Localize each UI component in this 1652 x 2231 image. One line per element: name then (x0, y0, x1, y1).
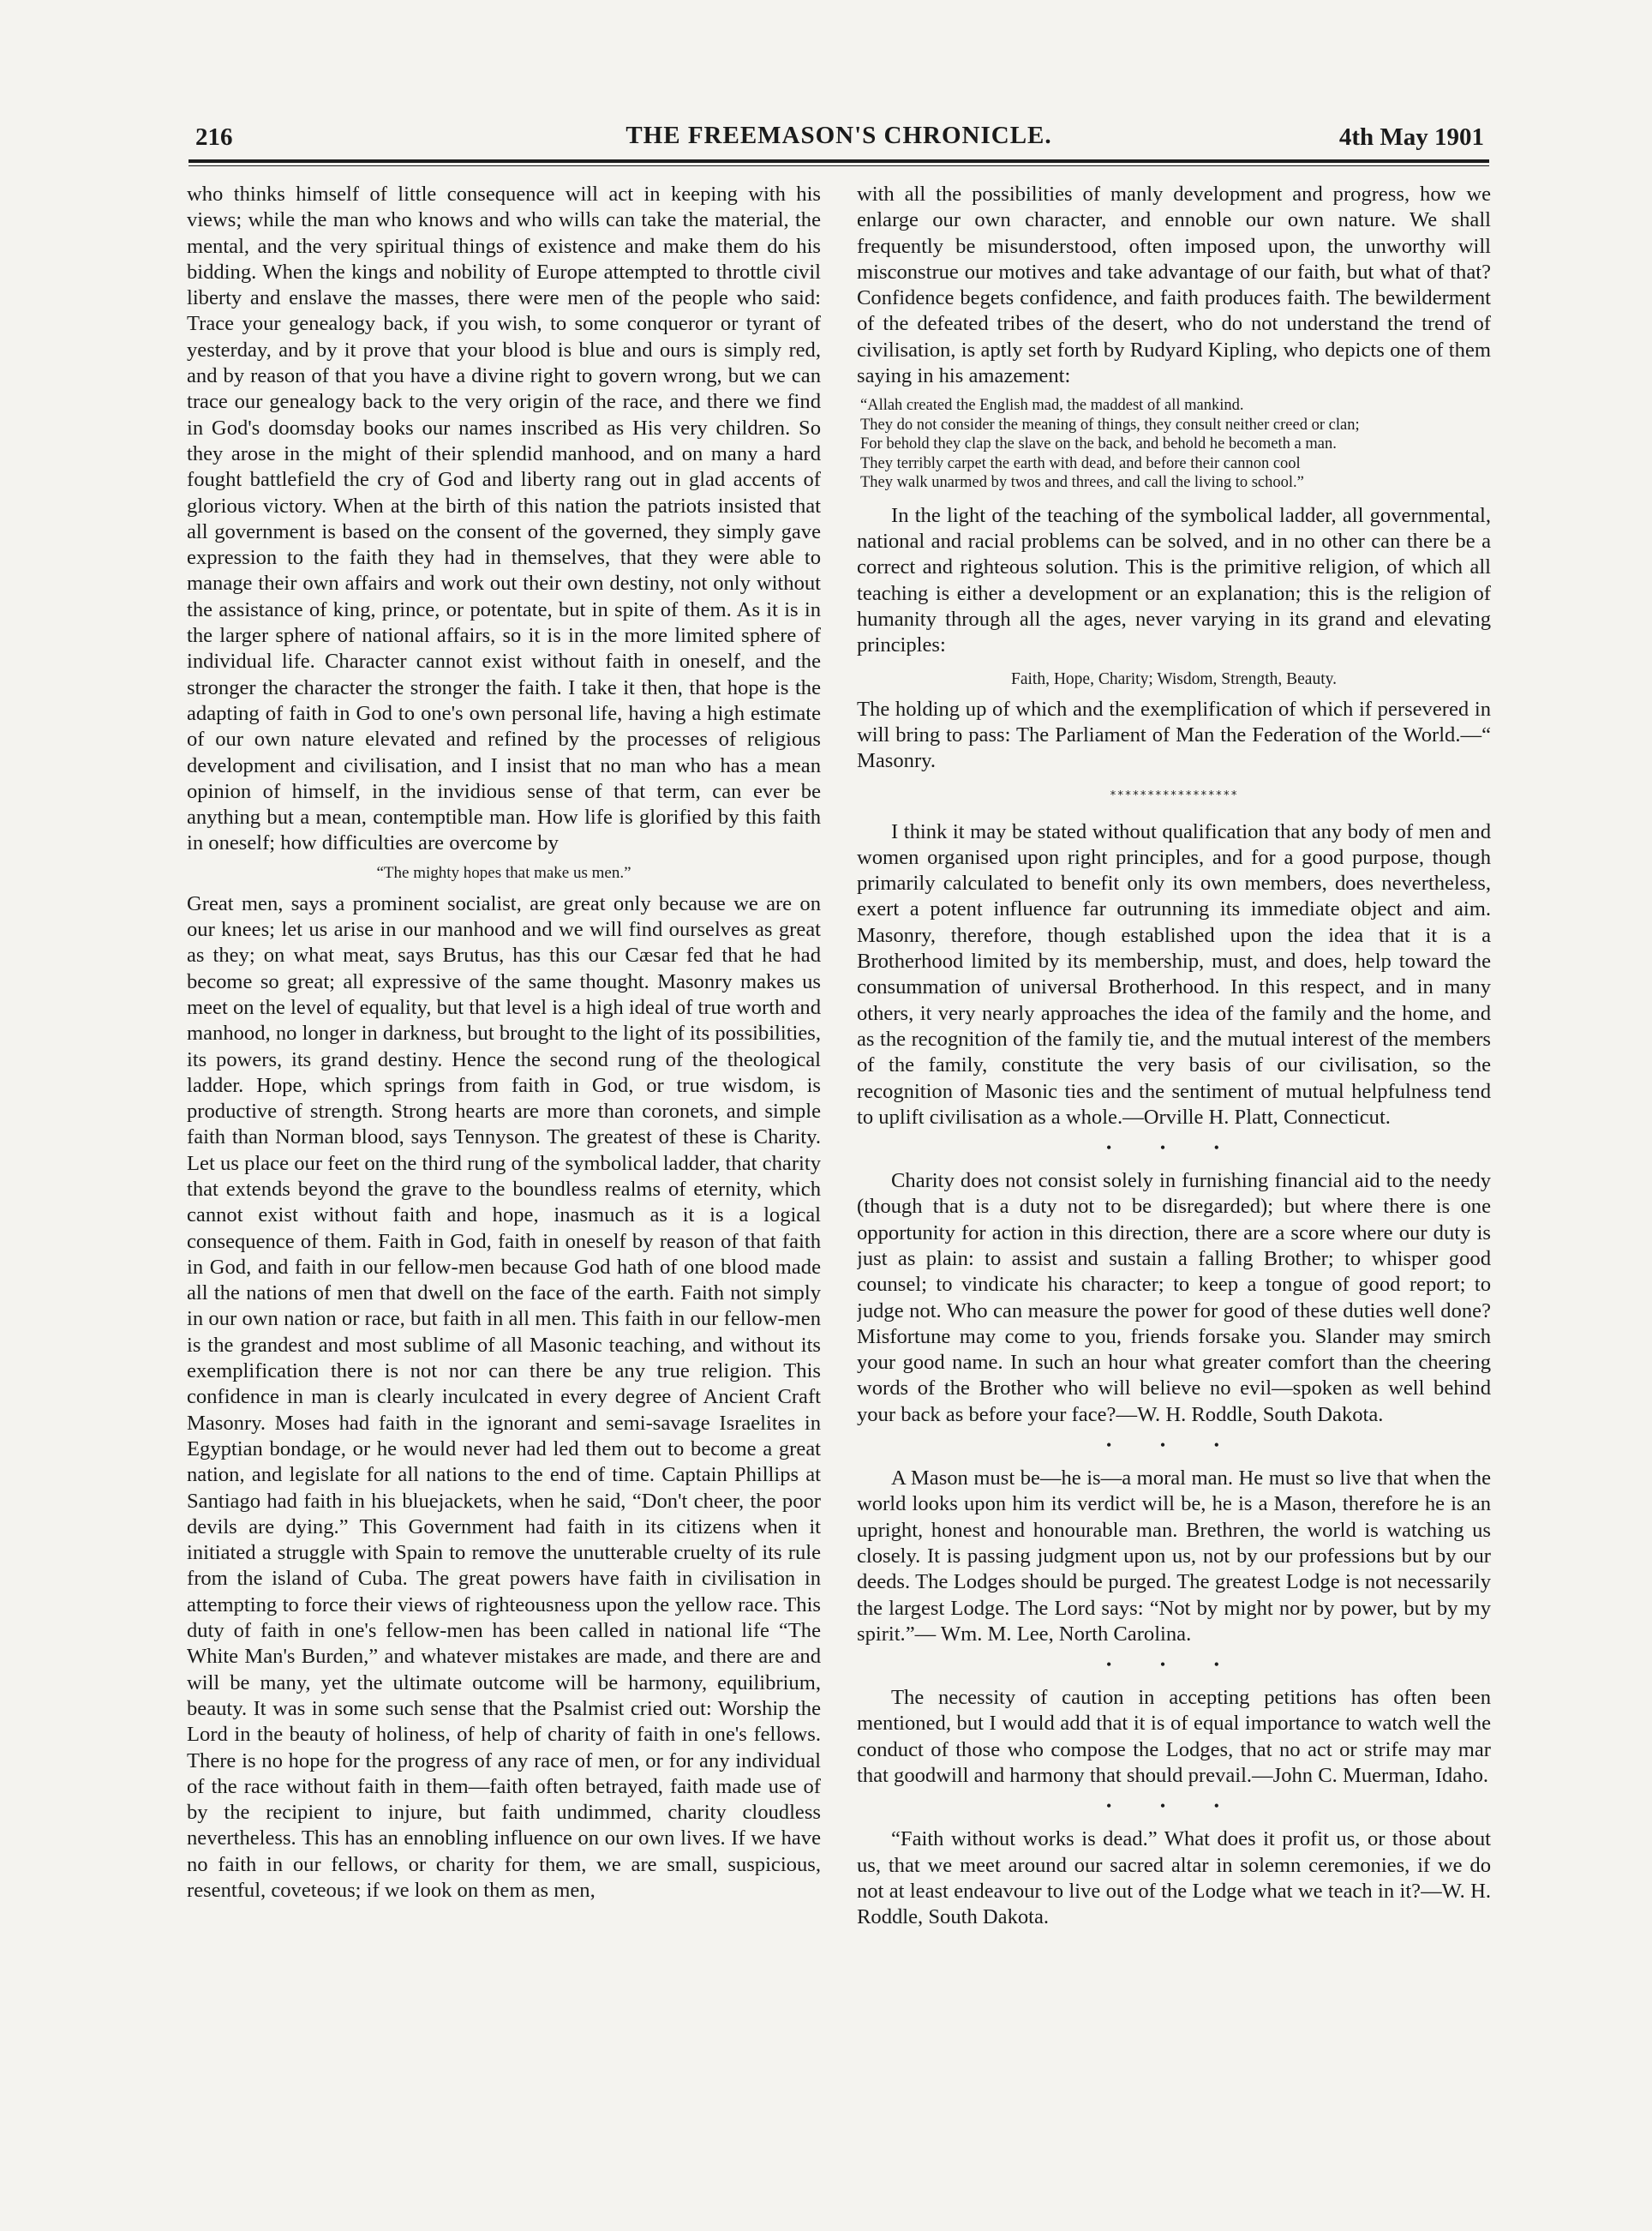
poem-line: For behold they clap the slave on the back, and behold he becometh a man. (860, 435, 1337, 453)
section-divider-dots: • • • (1106, 1656, 1242, 1674)
article-paragraph: I think it may be stated without qualification that any body of men and women organised upon right principles, and for a good purpose, though primarily calculated to benefit only its own members, does nevertheless, exert a potent influence far outrunning its immediate object and aim. Masonry, therefore, though established upon the idea that it is a Brotherhood limited by its membership, must, and does, help toward the consummation of universal Brotherhood. In this respect, and in many others, it very nearly approaches the idea of the family and the home, and as the recognition of the family tie, and the mutual interest of the members of the family, constitute the very basis of our civilisation, so the recognition of Masonic ties and the sentiment of mutual helpfulness tend to uplift civilisation as a whole.—Orville H. Platt, Connecticut. (857, 819, 1491, 1129)
article-paragraph: “Faith without works is dead.” What does it profit us, or those about us, that we meet around our sacred altar in solemn ceremonies, if we do not at least endeavour to live out of the Lodge what we teach in it?—W. H. Roddle, South Dakota. (857, 1827, 1491, 1929)
article-paragraph: The holding up of which and the exemplification of which if persevered in will bring to pass: The Parliament of Man the Federation of the World.—“ Masonry. (857, 697, 1491, 773)
right-column (857, 182, 1491, 2144)
article-paragraph: A Mason must be—he is—a moral man. He must so live that when the world looks upon him its verdict will be, he is a Mason, therefore he is an upright, honest and honourable man. Brethren, the world is watching us closely. It is passing judgment upon us, not by our professions but by our deeds. The Lodges should be purged. The greatest Lodge is not necessarily the largest Lodge. The Lord says: “Not by might nor by power, but by my spirit.”— Wm. M. Lee, North Carolina. (857, 1466, 1491, 1646)
header-rule-thin (189, 165, 1489, 166)
page-number: 216 (195, 123, 233, 151)
poem-line: They terribly carpet the earth with dead, and before their cannon cool (860, 454, 1301, 472)
poem-line: They walk unarmed by twos and threes, and call the living to school.” (860, 474, 1304, 492)
article-paragraph: with all the possibilities of manly development and progress, how we enlarge our own character, and ennoble our own nature. We shall frequently be misunderstood, often imposed upon, the unworthy will misconstrue our motives and take advantage of our faith, but what of that? Confidence begets confidence, and faith produces faith. The bewilderment of the defeated tribes of the desert, who do not understand the trend of civilisation, is aptly set forth by Rudyard Kipling, who depicts one of them saying in his amazement: (857, 183, 1491, 388)
header-rule-thick (189, 159, 1489, 163)
poem-line: They do not consider the meaning of things, they consult neither creed or clan; (860, 416, 1360, 434)
article-paragraph: Great men, says a prominent socialist, are great only because we are on our knees; let us arise in our manhood and we will find ourselves as great as they; on what meat, says Brutus, has this our Cæsar fed that he had become so great; all expressive of the same thought. Masonry makes us meet on the level of equality, but that level is a high ideal of true worth and manhood, no longer in darkness, but brought to the light of its possibilities, its powers, its grand destiny. Hence the second rung of the theological ladder. Hope, which springs from faith in God, or true wisdom, is productive of strength. Strong hearts are more than coronets, and simple faith than Norman blood, says Tennyson. The greatest of these is Charity. Let us place our feet on the third rung of the symbolical ladder, that charity that extends beyond the grave to the boundless realms of eternity, which cannot exist without faith and hope, inasmuch as it is a logical consequence of them. Faith in God, faith in oneself by reason of that faith in God, and faith in our fellow-men because God hath of one blood made all the nations of men that dwell on the face of the earth. Faith not simply in our own nation or race, but faith in all men. This faith in our fellow-men is the grandest and most sublime of all Masonic teaching, and without its exemplification there is not nor can there be any true religion. This confidence in man is clearly inculcated in every degree of Ancient Craft Masonry. Moses had faith in the ignorant and semi-savage Israelites in Egyptian bondage, or he would never had led them out to become a great nation, and legislate for all nations to the end of time. Captain Phillips at Santiago had faith in his bluejackets, when he said, “Don't cheer, the poor devils are dying.” This Government had faith in its citizens when it initiated a struggle with Spain to remove the unutterable cruelty of its rule from the island of Cuba. The great powers have faith in civilisation in attempting to force their views of righteousness upon the yellow race. This duty of faith in one's fellow-men has been called in national life “The White Man's Burden,” and whatever mistakes are made, and there are and will be many, yet the ultimate outcome will be harmony, equilibrium, beauty. It was in some such sense that the Psalmist cried out: Worship the Lord in the beauty of holiness, of help of charity of faith in one's fellows. There is no hope for the progress of any race of men, or for any individual of the race without faith in them—faith often betrayed, faith made use of by the recipient to injure, but faith undimmed, charity cloudless nevertheless. This has an ennobling influence on our own lives. If we have no faith in our fellows, or charity for them, we are small, suspicious, resentful, coveteous; if we look on them as men, (187, 891, 821, 1902)
tennyson-quote: “The mighty hopes that make us men.” (376, 863, 631, 882)
section-divider-dots: • • • (1106, 1797, 1242, 1815)
kipling-poem (860, 396, 1491, 493)
page-header (189, 120, 1489, 158)
issue-date: 4th May 1901 (1338, 123, 1484, 151)
section-divider-dots: • • • (1106, 1436, 1242, 1454)
section-divider-stars: ***************** (1109, 789, 1239, 802)
masonic-motto: Faith, Hope, Charity; Wisdom, Strength, Beauty. (1011, 669, 1337, 688)
left-column (187, 182, 821, 2144)
section-divider-dots: • • • (1106, 1139, 1242, 1157)
article-paragraph: In the light of the teaching of the symbolical ladder, all governmental, national and racial problems can be solved, and in no other can there be a correct and righteous solution. This is the primitive religion, of which all teaching is either a development or an explanation; this is the religion of humanity through all the ages, never varying in its grand and elevating principles: (857, 503, 1491, 657)
article-paragraph: Charity does not consist solely in furnishing financial aid to the needy (though that is a duty not to be disregarded); but where there is one opportunity for action in this direction, there are a score where our duty is just as plain: to assist and sustain a falling Brother; to whisper good counsel; to vindicate his character; to keep a tongue of good report; to judge not. Who can measure the power for good of these duties well done? Misfortune may come to you, friends forsake you. Slander may smirch your good name. In such an hour what greater comfort than the cheering words of the Brother who will believe no evil—spoken as well behind your back as before your face?—W. H. Roddle, South Dakota. (857, 1169, 1491, 1426)
article-paragraph: The necessity of caution in accepting petitions has often been mentioned, but I would add that it is of equal importance to watch well the conduct of those who compose the Lodges, that no act or strife may mar that goodwill and harmony that should prevail.—John C. Muerman, Idaho. (857, 1686, 1491, 1788)
article-paragraph: who thinks himself of little consequence will act in keeping with his views; while the man who knows and who wills can take the material, the mental, and the very spiritual things of existence and make them do his bidding. When the kings and nobility of Europe attempted to throttle civil liberty and enslave the masses, there were men of the people who said: Trace your genealogy back, if you wish, to some conqueror or tyrant of yesterday, and by it prove that your blood is blue and ours is simply red, and by reason of that you have a divine right to govern wrong, but we can trace our genealogy back to the very origin of the race, and there we find in God's doomsday books our names inscribed as His very children. So they arose in the might of their splendid manhood, and on many a hard fought battlefield the cry of God and liberty rang out in glad accents of glorious victory. When at the birth of this nation the patriots insisted that all government is based on the consent of the governed, they simply gave expression to the faith they had in themselves, that they were able to manage their own affairs and work out their own destiny, not only without the assistance of king, prince, or potentate, but in spite of them. As it is in the larger sphere of national affairs, so it is in the more limited sphere of individual life. Character cannot exist without faith in oneself, and the stronger the character the stronger the faith. I take it then, that hope is the adapting of faith in God to one's own personal life, having a high estimate of our own nature elevated and refined by the processes of religious development and civilisation, and I insist that no man who has a mean opinion of himself, in the invidious sense of that term, can ever be anything but a mean, contemptible man. How life is glorified by this faith in oneself; how difficulties are overcome by (187, 183, 821, 855)
publication-title: THE FREEMASON'S CHRONICLE. (625, 122, 1052, 149)
poem-line: “Allah created the English mad, the maddest of all mankind. (860, 397, 1244, 415)
